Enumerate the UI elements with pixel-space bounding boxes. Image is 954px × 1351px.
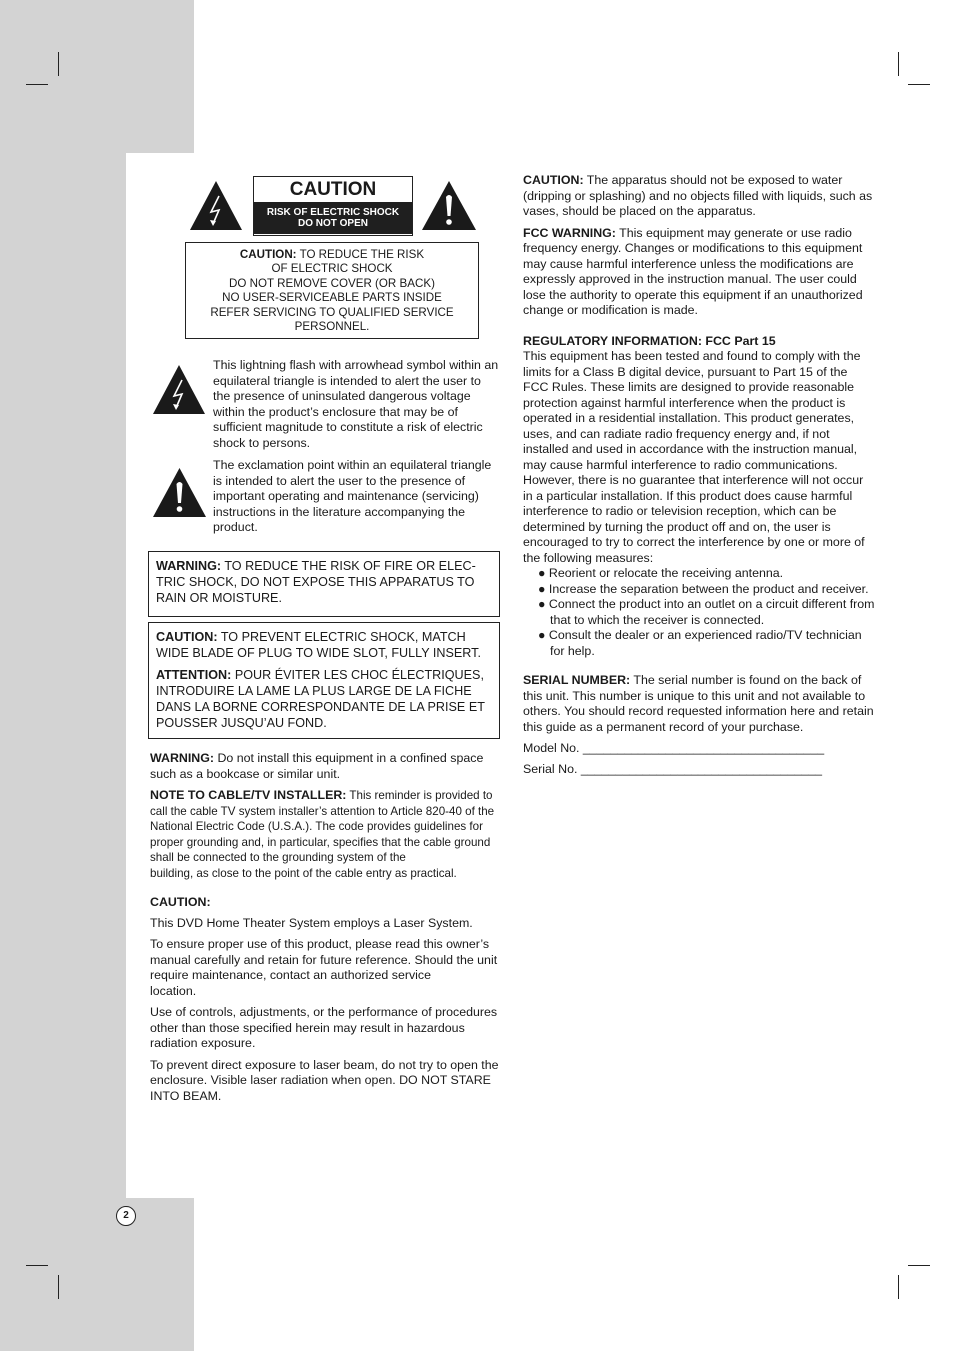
list-item: ● Increase the separation between the product and receiver.: [538, 581, 869, 596]
crop-mark: [58, 1275, 59, 1299]
lightning-symbol-icon: [152, 364, 206, 415]
fcc-warning: [523, 226, 875, 319]
crop-mark: [908, 84, 930, 85]
caution-label-line1: RISK OF ELECTRIC SHOCK: [266, 207, 400, 218]
laser-paragraph-2b: location.: [150, 983, 197, 998]
fcc-warning-text: This equipment may generate or use radio frequency energy. Changes or modifications to this equipment may cause harmful interference unless the modifications are expressly approved in the instruction manual. The user could lose the authority to operate this equipment if an unauthorized change or modification is made.: [523, 225, 863, 317]
lightning-warning-icon: [189, 180, 243, 231]
caution-box-line3: DO NOT REMOVE COVER (OR BACK): [229, 276, 435, 290]
left-column: [150, 751, 502, 1110]
exclamation-warning-icon: [421, 180, 477, 231]
crop-mark: [898, 52, 899, 76]
caution-box-line5: REFER SERVICING TO QUALIFIED SERVICE: [210, 305, 454, 319]
plug-attention-bold: ATTENTION:: [156, 668, 232, 682]
plug-attention-text: POUR ÉVITER LES CHOC ÉLECTRIQUES, INTRODUIRE LA LAME LA PLUS LARGE DE LA FICHE DANS LA BORNE CORRESPONDANTE DE LA PRISE ET POUSSER JUSQU’AU FOND.: [156, 668, 485, 730]
water-caution: [523, 173, 875, 220]
caution-notice-box: [185, 242, 479, 339]
water-caution-text: The apparatus should not be exposed to water (dripping or splashing) and no objects filled with liquids, such as vases, should be placed on the apparatus.: [523, 173, 873, 218]
install-warning: [150, 751, 502, 782]
install-warning-bold: WARNING:: [150, 751, 215, 765]
laser-paragraph-3: Use of controls, adjustments, or the performance of procedures other than those specified herein may result in hazardous radiation exposure.: [150, 1005, 498, 1050]
caution-label-title: CAUTION: [289, 179, 377, 200]
serial-number-bold: SERIAL NUMBER:: [523, 673, 631, 687]
regulatory-text: This equipment has been tested and found to comply with the limits for a Class B digital device, pursuant to Part 15 of the FCC Rules. These limits are designed to provide reasonable protection against harmful interference when the product is operated in a residential installation. This product generates, uses, and can radiate radio frequency energy and, if not installed and used in accordance with the instruction manual, may cause harmful interference to radio communications. However, there is no guarantee that interference will not occur in a particular installation. If this product does cause harmful interference to radio or television reception, which can be determined by turning the product off and on, the user is encouraged to try to correct the interference by one or more of the following measures:: [523, 349, 865, 565]
cable-installer-note: [150, 788, 502, 866]
plug-caution-bold: CAUTION:: [156, 630, 218, 644]
margin-band-bottom: [0, 1198, 194, 1351]
water-caution-bold: CAUTION:: [523, 173, 584, 187]
crop-mark: [26, 1265, 48, 1266]
crop-mark: [898, 1275, 899, 1299]
plug-caution-box: [148, 622, 500, 739]
list-item: ● Reorient or relocate the receiving antenna.: [538, 566, 784, 580]
plug-caution-paragraph: [156, 629, 492, 661]
caution-box-line6: PERSONNEL.: [294, 320, 370, 334]
crop-mark: [26, 84, 48, 85]
margin-band-top: [0, 0, 194, 153]
plug-attention-paragraph: [156, 667, 492, 731]
fcc-warning-bold: FCC WARNING:: [523, 225, 616, 240]
serial-number-field: Serial No. ___________________________________: [523, 761, 823, 776]
cable-note-bold: NOTE TO CABLE/TV INSTALLER:: [150, 788, 347, 802]
plug-caution-text: TO PREVENT ELECTRIC SHOCK, MATCH WIDE BLADE OF PLUG TO WIDE SLOT, FULLY INSERT.: [156, 630, 481, 660]
crop-mark: [908, 1265, 930, 1266]
exclamation-symbol-description: The exclamation point within an equilateral triangle is intended to alert the user to the presence of important operating and maintenance (servicing) instructions in the literature accompanying the product.: [213, 458, 492, 534]
caution-box-line4: NO USER-SERVICEABLE PARTS INSIDE: [222, 291, 442, 305]
cable-note-text2: building, as close to the point of the cable entry as practical.: [150, 866, 457, 880]
caution-box-line2: OF ELECTRIC SHOCK: [271, 262, 393, 276]
regulatory-heading: REGULATORY INFORMATION: FCC Part 15: [523, 333, 776, 348]
serial-number-info: [523, 673, 875, 735]
caution-label: [253, 176, 413, 236]
cable-note-text: This reminder is provided to call the cable TV system installer’s attention to Article 820-40 of the National Electric Code (U.S.A.). The code provides guidelines for proper grounding and, in particular, specifies that the cable ground shall be connected to the grounding system of the: [150, 789, 495, 864]
laser-paragraph-4: To prevent direct exposure to laser beam, do not try to open the enclosure. Visible laser radiation when open. DO NOT STARE INTO BEAM.: [150, 1057, 499, 1103]
list-item: ● Consult the dealer or an experienced radio/TV technician for help.: [538, 628, 862, 658]
crop-mark: [58, 52, 59, 76]
lightning-symbol-description: This lightning flash with arrowhead symbol within an equilateral triangle is intended to alert the user to the presence of uninsulated dangerous voltage within the product’s enclosure that may be of sufficient magnitude to constitute a risk of electric shock to persons.: [213, 358, 499, 450]
warning-box: [148, 551, 500, 617]
serial-number-text: The serial number is found on the back of this unit. This number is unique to this unit and not available to others. You should record requested information here and retain this guide as a permanent record of your purchase.: [523, 673, 874, 734]
list-item: ● Connect the product into an outlet on a circuit different from that to which the receiver is connected.: [538, 597, 875, 627]
install-warning-text: Do not install this equipment in a confined space such as a bookcase or similar unit.: [150, 751, 484, 781]
caution-box-bold: CAUTION:: [239, 248, 297, 261]
laser-paragraph-2: To ensure proper use of this product, please read this owner’s manual carefully and retain for future reference. Should the unit require maintenance, contact an authorized service: [150, 937, 498, 982]
caution-box-line1: TO REDUCE THE RISK: [296, 248, 425, 261]
caution-label-line2: DO NOT OPEN: [297, 218, 368, 229]
interference-measures-list: [523, 566, 875, 659]
right-column: [523, 173, 875, 777]
caution-label-subtitle: [254, 202, 412, 234]
warning-box-text: TO REDUCE THE RISK OF FIRE OR ELEC-TRIC SHOCK, DO NOT EXPOSE THIS APPARATUS TO RAIN OR MOISTURE.: [156, 559, 476, 605]
laser-paragraph-1: This DVD Home Theater System employs a Laser System.: [150, 915, 473, 930]
exclamation-symbol-icon: [152, 467, 207, 518]
model-number-field: Model No. ___________________________________: [523, 741, 825, 755]
page-number: 2: [116, 1206, 136, 1226]
warning-box-bold: WARNING:: [156, 559, 222, 573]
laser-caution-heading: CAUTION:: [150, 895, 211, 909]
margin-band-left: [0, 153, 126, 1198]
